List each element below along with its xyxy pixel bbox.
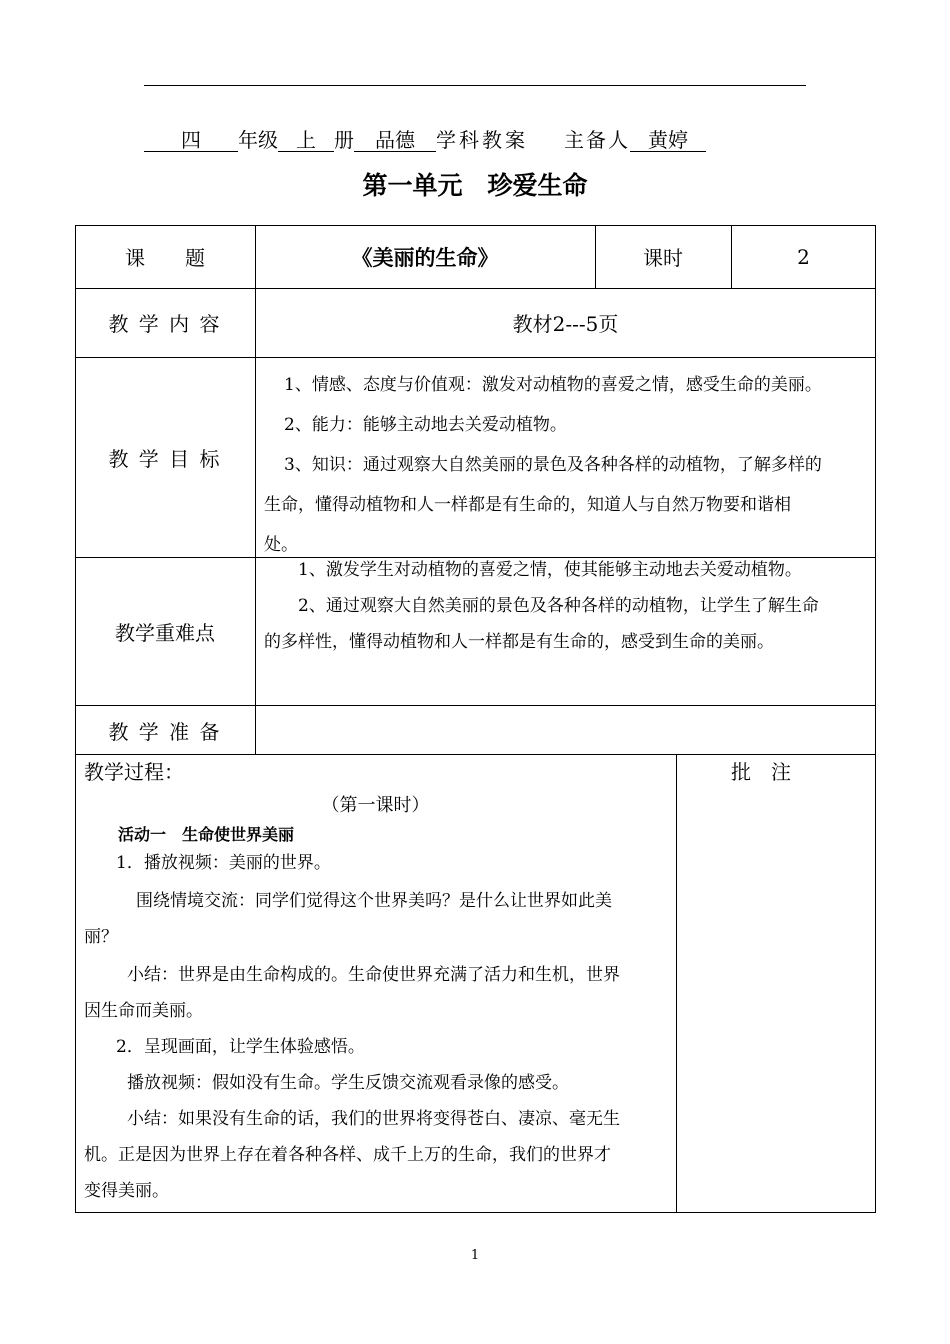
- process-line: 丽？: [84, 927, 118, 947]
- top-rule: [144, 85, 806, 86]
- process-line: 变得美丽。: [84, 1181, 169, 1201]
- preparer-label: 主备人: [564, 128, 630, 152]
- activity-title: 活动一 生命使世界美丽: [118, 825, 295, 844]
- volume-value: 上: [278, 129, 334, 152]
- prep-value: [255, 705, 876, 755]
- goals-label: 教 学 目 标: [108, 446, 222, 471]
- prep-label: 教 学 准 备: [108, 719, 222, 744]
- keypoint-line: 2、通过观察大自然美丽的景色及各种各样的动植物，让学生了解生命: [298, 596, 819, 616]
- goal-line: 生命，懂得动植物和人一样都是有生命的，知道人与自然万物要和谐相: [264, 495, 791, 515]
- topic-label: 课 题: [125, 246, 205, 270]
- hours-value: 2: [797, 244, 810, 269]
- subject-value: 品德: [354, 129, 436, 152]
- process-line: 1．播放视频：美丽的世界。: [116, 853, 331, 873]
- page-number: 1: [470, 1248, 480, 1263]
- process-line: 小结：如果没有生命的话，我们的世界将变得苍白、凄凉、毫无生: [127, 1109, 620, 1129]
- content-label: 教 学 内 容: [108, 312, 222, 336]
- process-line: 因生命而美丽。: [84, 1001, 203, 1021]
- keypoint-line: 的多样性，懂得动植物和人一样都是有生命的，感受到生命的美丽。: [264, 632, 774, 652]
- process-line: 围绕情境交流：同学们觉得这个世界美吗？是什么让世界如此美: [136, 891, 612, 911]
- process-line: 小结：世界是由生命构成的。生命使世界充满了活力和生机，世界: [127, 965, 620, 985]
- process-line: 播放视频：假如没有生命。学生反馈交流观看录像的感受。: [127, 1073, 569, 1093]
- grade-label: 年级: [238, 128, 278, 152]
- goal-line: 处。: [264, 535, 298, 555]
- hours-label: 课时: [643, 246, 683, 270]
- notes-divider: [676, 754, 677, 1213]
- process-line: 2．呈现画面，让学生体验感悟。: [116, 1037, 365, 1057]
- process-label: 教学过程：: [84, 760, 184, 784]
- goal-line: 2、能力：能够主动地去关爱动植物。: [284, 415, 567, 435]
- keypoint-line: 1、激发学生对动植物的喜爱之情，使其能够主动地去关爱动植物。: [298, 560, 802, 580]
- process-text: [84, 845, 670, 1209]
- grade-value: 四: [144, 129, 238, 152]
- goal-line: 3、知识：通过观察大自然美丽的景色及各种各样的动植物，了解多样的: [284, 455, 822, 475]
- process-line: 机。正是因为世界上存在着各种各样、成千上万的生命，我们的世界才: [84, 1145, 611, 1165]
- goals-text: [264, 365, 870, 565]
- goal-line: 1、情感、态度与价值观：激发对动植物的喜爱之情，感受生命的美丽。: [284, 375, 822, 395]
- unit-title: 第一单元 珍爱生命: [362, 171, 588, 200]
- notes-label: 批 注: [731, 760, 791, 784]
- doc-label: 学科教案: [436, 128, 528, 152]
- preparer-value: 黄婷: [630, 129, 706, 152]
- content-value: 教材2---5页: [512, 312, 619, 336]
- header-line: [144, 124, 844, 153]
- keypoints-label: 教学重难点: [115, 620, 215, 645]
- session-label: （第一课时）: [321, 795, 430, 816]
- topic-value: 《美丽的生命》: [351, 245, 499, 270]
- volume-label: 册: [334, 128, 354, 152]
- keypoints-text: [264, 552, 870, 660]
